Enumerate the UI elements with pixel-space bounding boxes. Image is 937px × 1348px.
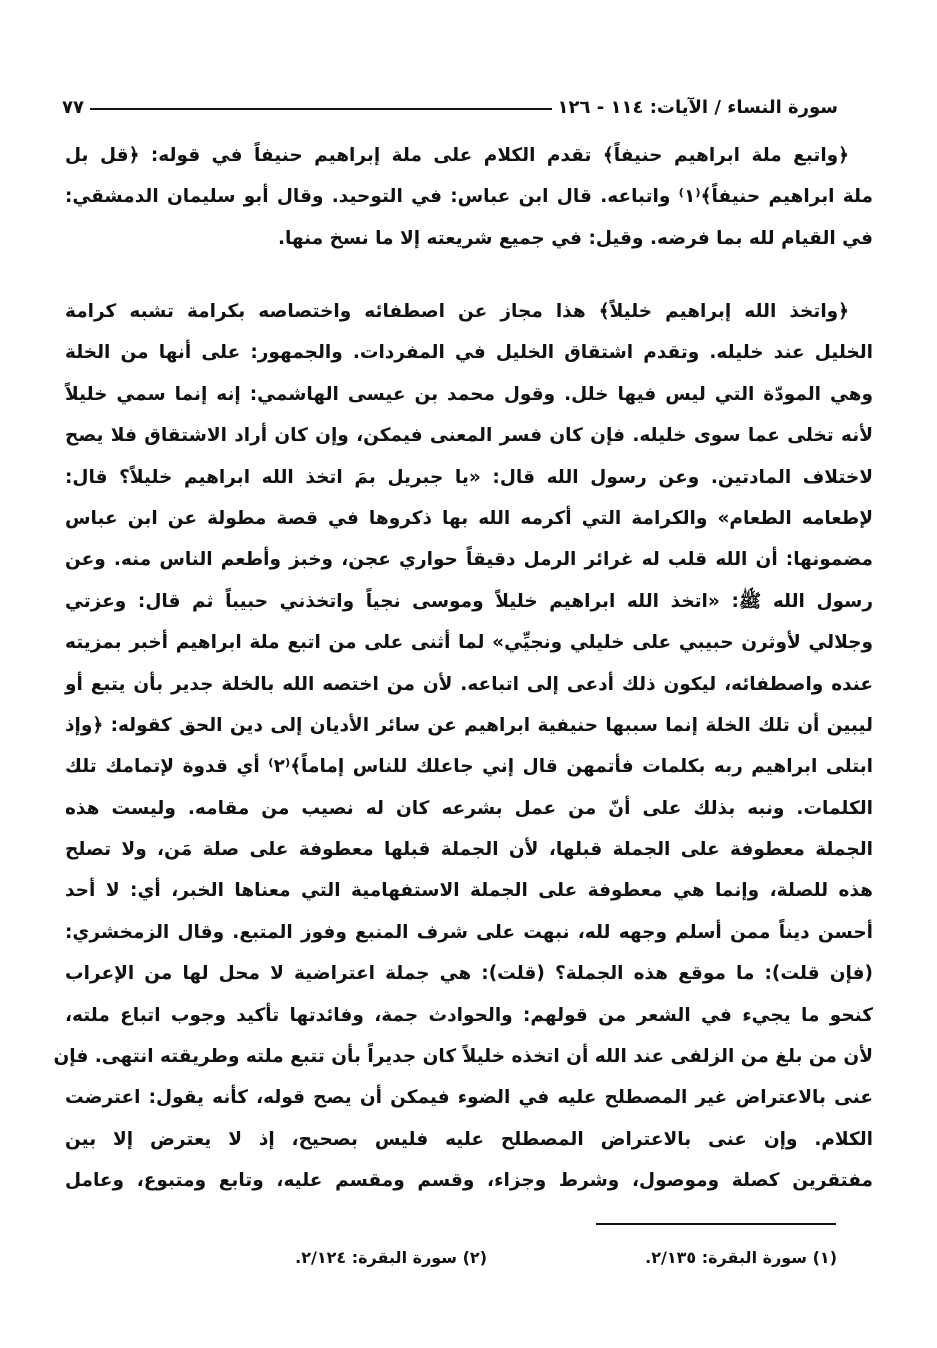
paragraph-1 bbox=[65, 135, 873, 259]
text-line: الخليل عند خليله. وتقدم اشتقاق الخليل في المفردات. والجمهور: على أنها من الخلة bbox=[65, 342, 873, 364]
paragraph-2 bbox=[53, 291, 873, 1202]
header-title: سورة النساء / الآيات: ١١٤ - ١٢٦ bbox=[557, 97, 838, 118]
text-line: في القيام لله بما فرضه. وقيل: في جميع شريعته إلا ما نسخ منها. bbox=[277, 227, 873, 249]
footnote-1: (١) سورة البقرة: ٢/١٣٥. bbox=[645, 1248, 837, 1267]
text-line: (فإن قلت): ما موقع هذه الجملة؟ (قلت): هي جملة اعتراضية لا محل لها من الإعراب bbox=[65, 963, 873, 985]
text-line: هذه للصلة، وإنما هي معطوفة على الجملة الاستفهامية التي معناها الخبر، أي: لا أحد bbox=[65, 880, 873, 902]
text-line: الكلام. وإن عنى بالاعتراض المصطلح عليه فليس بصحيح، إذ لا يعترض إلا بين bbox=[65, 1128, 873, 1150]
running-header bbox=[62, 88, 838, 118]
text-line: ابتلى ابراهيم ربه بكلمات فأتمهن قال إني جاعلك للناس إماماً﴾⁽٢⁾ أي قدوة لإتمامك تلك bbox=[65, 756, 873, 778]
text-line: عنده واصطفائه، ليكون ذلك أدعى إلى اتباعه. لأن من اختصه الله بالخلة جدير بأن يتبع أو bbox=[65, 673, 873, 695]
text-line: لأن من بلغ من الزلفى عند الله أن اتخذه خليلاً كان جديراً بأن تتبع ملته وطريقته انتهى. فإن bbox=[53, 1046, 873, 1068]
text-line: عنى بالاعتراض غير المصطلح عليه في الضوء فيمكن أن يصح قوله، كأنه يقول: اعترضت bbox=[65, 1087, 873, 1109]
text-line: وجلالي لأوثرن حبيبي على خليلي ونجيِّي» لما أثنى على من اتبع ملة ابراهيم أخبر بمزيته bbox=[65, 632, 873, 654]
text-line: لإطعامه الطعام» والكرامة التي أكرمه الله بها ذكروها في قصة مطولة عن ابن عباس bbox=[65, 507, 873, 529]
text-line: ﴿واتخذ الله إبراهيم خليلاً﴾ هذا مجاز عن اصطفائه واختصاصه بكرامة تشبه كرامة bbox=[65, 301, 849, 322]
text-line: مفتقرين كصلة وموصول، وشرط وجزاء، وقسم ومقسم عليه، وتابع ومتبوع، وعامل bbox=[65, 1170, 873, 1192]
footnote-separator bbox=[596, 1223, 836, 1225]
text-line: الجملة معطوفة على الجملة قبلها، لأن الجملة قبلها معطوفة على صلة مَن، ولا تصلح bbox=[65, 839, 873, 861]
text-line: مضمونها: أن الله قلب له غرائر الرمل دقيقاً حواري عجن، وخبز وأطعم الناس منه. وعن bbox=[65, 549, 873, 571]
header-rule bbox=[90, 108, 552, 110]
text-line: وهي المودّة التي ليس فيها خلل. وقول محمد بن عيسى الهاشمي: إنه إنما سمي خليلاً bbox=[65, 383, 873, 405]
footnote-2: (٢) سورة البقرة: ٢/١٢٤. bbox=[295, 1248, 487, 1267]
text-line: الكلمات. ونبه بذلك على أنّ من عمل بشرعه كان له نصيب من مقامه. وليست هذه bbox=[65, 797, 873, 819]
text-line: ﴿واتبع ملة ابراهيم حنيفاً﴾ تقدم الكلام على ملة إبراهيم حنيفاً في قوله: ﴿قل بل bbox=[65, 145, 849, 166]
text-line: أحسن ديناً ممن أسلم وجهه لله، نبهت على شرف المنبع وفوز المتبع. وقال الزمخشري: bbox=[65, 921, 873, 943]
page-number: ٧٧ bbox=[62, 97, 84, 118]
text-line: لأنه تخلى عما سوى خليله. فإن كان فسر المعنى فيمكن، وإن كان أراد الاشتقاق فلا يصح bbox=[65, 425, 873, 447]
text-line: لاختلاف المادتين. وعن رسول الله قال: «يا جبريل بمَ اتخذ الله ابراهيم خليلاً؟ قال: bbox=[65, 466, 873, 488]
text-line: ملة ابراهيم حنيفاً﴾⁽١⁾ واتباعه. قال ابن عباس: في التوحيد. وقال أبو سليمان الدمشقي: bbox=[65, 186, 873, 208]
text-line: ليبين أن تلك الخلة إنما سببها حنيفية ابراهيم عن سائر الأديان إلى دين الحق كقوله: ﴿وإذ bbox=[65, 714, 873, 736]
text-line: رسول الله ﷺ: «اتخذ الله ابراهيم خليلاً وموسى نجياً واتخذني حبيباً ثم قال: وعزتي bbox=[65, 590, 873, 612]
text-line: كنحو ما يجيء في الشعر من قولهم: والحوادث جمة، وفائدتها تأكيد وجوب اتباع ملته، bbox=[65, 1004, 873, 1026]
